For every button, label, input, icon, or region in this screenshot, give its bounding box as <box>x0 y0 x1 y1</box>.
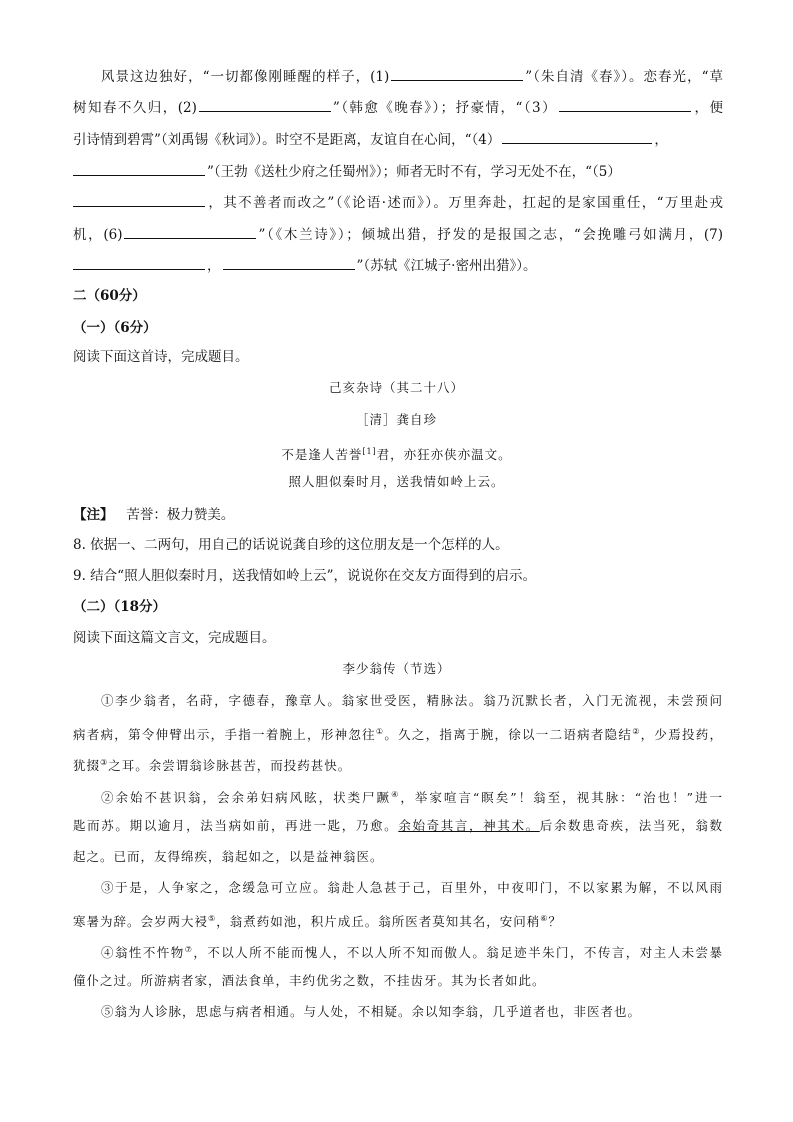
blank-1[interactable] <box>391 66 523 81</box>
footnote-mark: ① <box>375 727 385 736</box>
blank-4a[interactable] <box>502 129 652 144</box>
part1-intro: 阅读下面这首诗，完成题目。 <box>73 349 249 365</box>
passage-title: 李少翁传（节选） <box>342 661 451 676</box>
p1-line3 <box>73 754 723 775</box>
question-8: 8. 依据一、二两句，用自己的话说说龚自珍的这位朋友是一个怎样的人。 <box>73 537 509 553</box>
p2-line1 <box>73 786 723 807</box>
text: 。久之，指离于腕，徐以一二语病者隐结 <box>384 727 633 743</box>
underlined-sentence: 余始奇其言，神其术。 <box>398 818 540 833</box>
section-heading: 二（60分） <box>73 288 146 304</box>
p2-line3: 起之。已而，友得绵疾，翁起如之，以是益神翁医。 <box>73 849 384 864</box>
note-text: 苦誉：极力赞美。 <box>126 507 235 523</box>
text: 不是逢人苦誉 <box>281 447 363 463</box>
p3-line1: ③于是，人争家之，念缓急可立应。翁赴人急甚于己，百里外，中夜叩门，不以家累为解，不以风雨 <box>101 880 723 895</box>
p4-line2: 僮仆之过。所游病者家，酒法食单，丰约优劣之数，不挂齿牙。其为长者如此。 <box>73 973 546 988</box>
p3-line2 <box>73 910 723 931</box>
blank-7b[interactable] <box>223 255 355 270</box>
text: ，少焉投药， <box>640 727 723 743</box>
footnote-mark: ② <box>632 727 641 736</box>
text: ， <box>207 258 221 274</box>
p2-line2 <box>73 817 723 835</box>
text: ， <box>654 132 668 148</box>
blank-7a[interactable] <box>73 255 205 270</box>
poem-note <box>73 506 723 524</box>
footnote-mark: ⑥ <box>540 914 549 923</box>
poem-line-2: 照人胆似秦时月，送我情如岭上云。 <box>288 474 505 489</box>
blank-5[interactable] <box>73 192 205 207</box>
blank-2[interactable] <box>199 97 331 112</box>
footnote-mark: ④ <box>391 790 401 799</box>
poem-title: 己亥杂诗（其二十八） <box>328 380 464 395</box>
blank-6[interactable] <box>124 224 256 239</box>
text: 寒暑为辞。会岁两大祲 <box>73 914 209 930</box>
text: ”（韩愈《晚春》）；抒豪情，“（3） <box>332 100 558 116</box>
poem-author: ［清］龚自珍 <box>355 412 437 427</box>
poem-line-1 <box>0 443 793 464</box>
text: 犹掇 <box>73 758 101 774</box>
text: ”（朱自清《春》）。恋春光，“草 <box>525 69 723 85</box>
text: ，翁煮药如池，积片成丘。翁所医者莫知其名，安问稍 <box>216 914 541 930</box>
fill-line-5 <box>73 192 723 212</box>
fill-line-2 <box>73 97 723 117</box>
p5-line1: ⑤翁为人诊脉，思虑与病者相通。与人处，不相疑。余以知李翁，几乎道者也，非医者也。 <box>101 1004 642 1019</box>
footnote-mark: [1] <box>362 447 377 456</box>
text: ，其不善者而改之”（《论语·述而》）。万里奔赴，扛起的是家国重任，“万里赴戎 <box>207 195 723 211</box>
text: ，举家喧言“瞑矣”！翁至，视其脉：“治也！”进一 <box>400 790 724 806</box>
text: ④翁性不忤物 <box>101 945 185 961</box>
text: 后余数患奇疾，法当死，翁数 <box>539 818 723 833</box>
text: ”（苏轼《江城子·密州出猎》）。 <box>356 258 537 274</box>
text: 树知春不久归，(2) <box>73 100 197 116</box>
text: ②余始不甚识翁，会余弟妇病风眩，状类尸蹶 <box>101 790 392 806</box>
p4-line1 <box>73 941 723 962</box>
text: ”（王勃《送杜少府之任蜀州》）；师者无时不有，学习无处不在，“（5） <box>207 164 621 180</box>
text: 风景这边独好，“一切都像刚睡醒的样子，(1) <box>101 69 390 85</box>
text: 引诗情到碧霄”（刘禹锡《秋词》）。时空不是距离，友谊自在心间，“（4） <box>73 132 501 148</box>
blank-4b[interactable] <box>73 161 205 176</box>
blank-3[interactable] <box>559 97 691 112</box>
footnote-mark: ③ <box>100 758 109 767</box>
footnote-mark: ⑤ <box>208 914 217 923</box>
part2-heading: （二）（18分） <box>73 599 167 615</box>
text: 君，亦狂亦侠亦温文。 <box>376 447 512 463</box>
fill-line-3 <box>73 129 723 149</box>
text: ，便 <box>693 100 724 116</box>
fill-line-1 <box>73 66 723 86</box>
p1-line1: ①李少翁者，名莳，字德春，豫章人。翁家世受医，精脉法。翁乃沉默长者，入门无流视，未尝预问 <box>101 693 723 708</box>
p1-line2 <box>73 723 723 744</box>
part1-heading: （一）（6分） <box>73 320 157 336</box>
note-label: 【注】 <box>73 507 114 523</box>
text: 机，(6) <box>73 227 123 243</box>
text: 匙而苏。期以逾月，法当病如前，再进一匙，乃愈。 <box>73 818 399 833</box>
footnote-mark: ⑦ <box>184 945 194 954</box>
text: 之耳。余尝谓翁诊脉甚苦，而投药甚快。 <box>108 758 352 774</box>
part2-intro: 阅读下面这篇文言文，完成题目。 <box>73 630 276 646</box>
question-9: 9. 结合“照人胆似秦时月，送我情如岭上云”，说说你在交友方面得到的启示。 <box>73 568 536 584</box>
text: ？ <box>548 914 562 930</box>
fill-line-7 <box>73 255 723 275</box>
fill-line-6 <box>73 224 723 244</box>
text: 病者病，第令伸臂出示，手指一着腕上，形神忽往 <box>73 727 376 743</box>
fill-line-4 <box>73 161 723 181</box>
text: ”（《木兰诗》）；倾城出猎，抒发的是报国之志，“会挽雕弓如满月，(7) <box>258 227 723 243</box>
text: ，不以人所不能而愧人，不以人所不知而傲人。翁足迹半朱门，不传言，对主人未尝暴 <box>193 945 723 961</box>
